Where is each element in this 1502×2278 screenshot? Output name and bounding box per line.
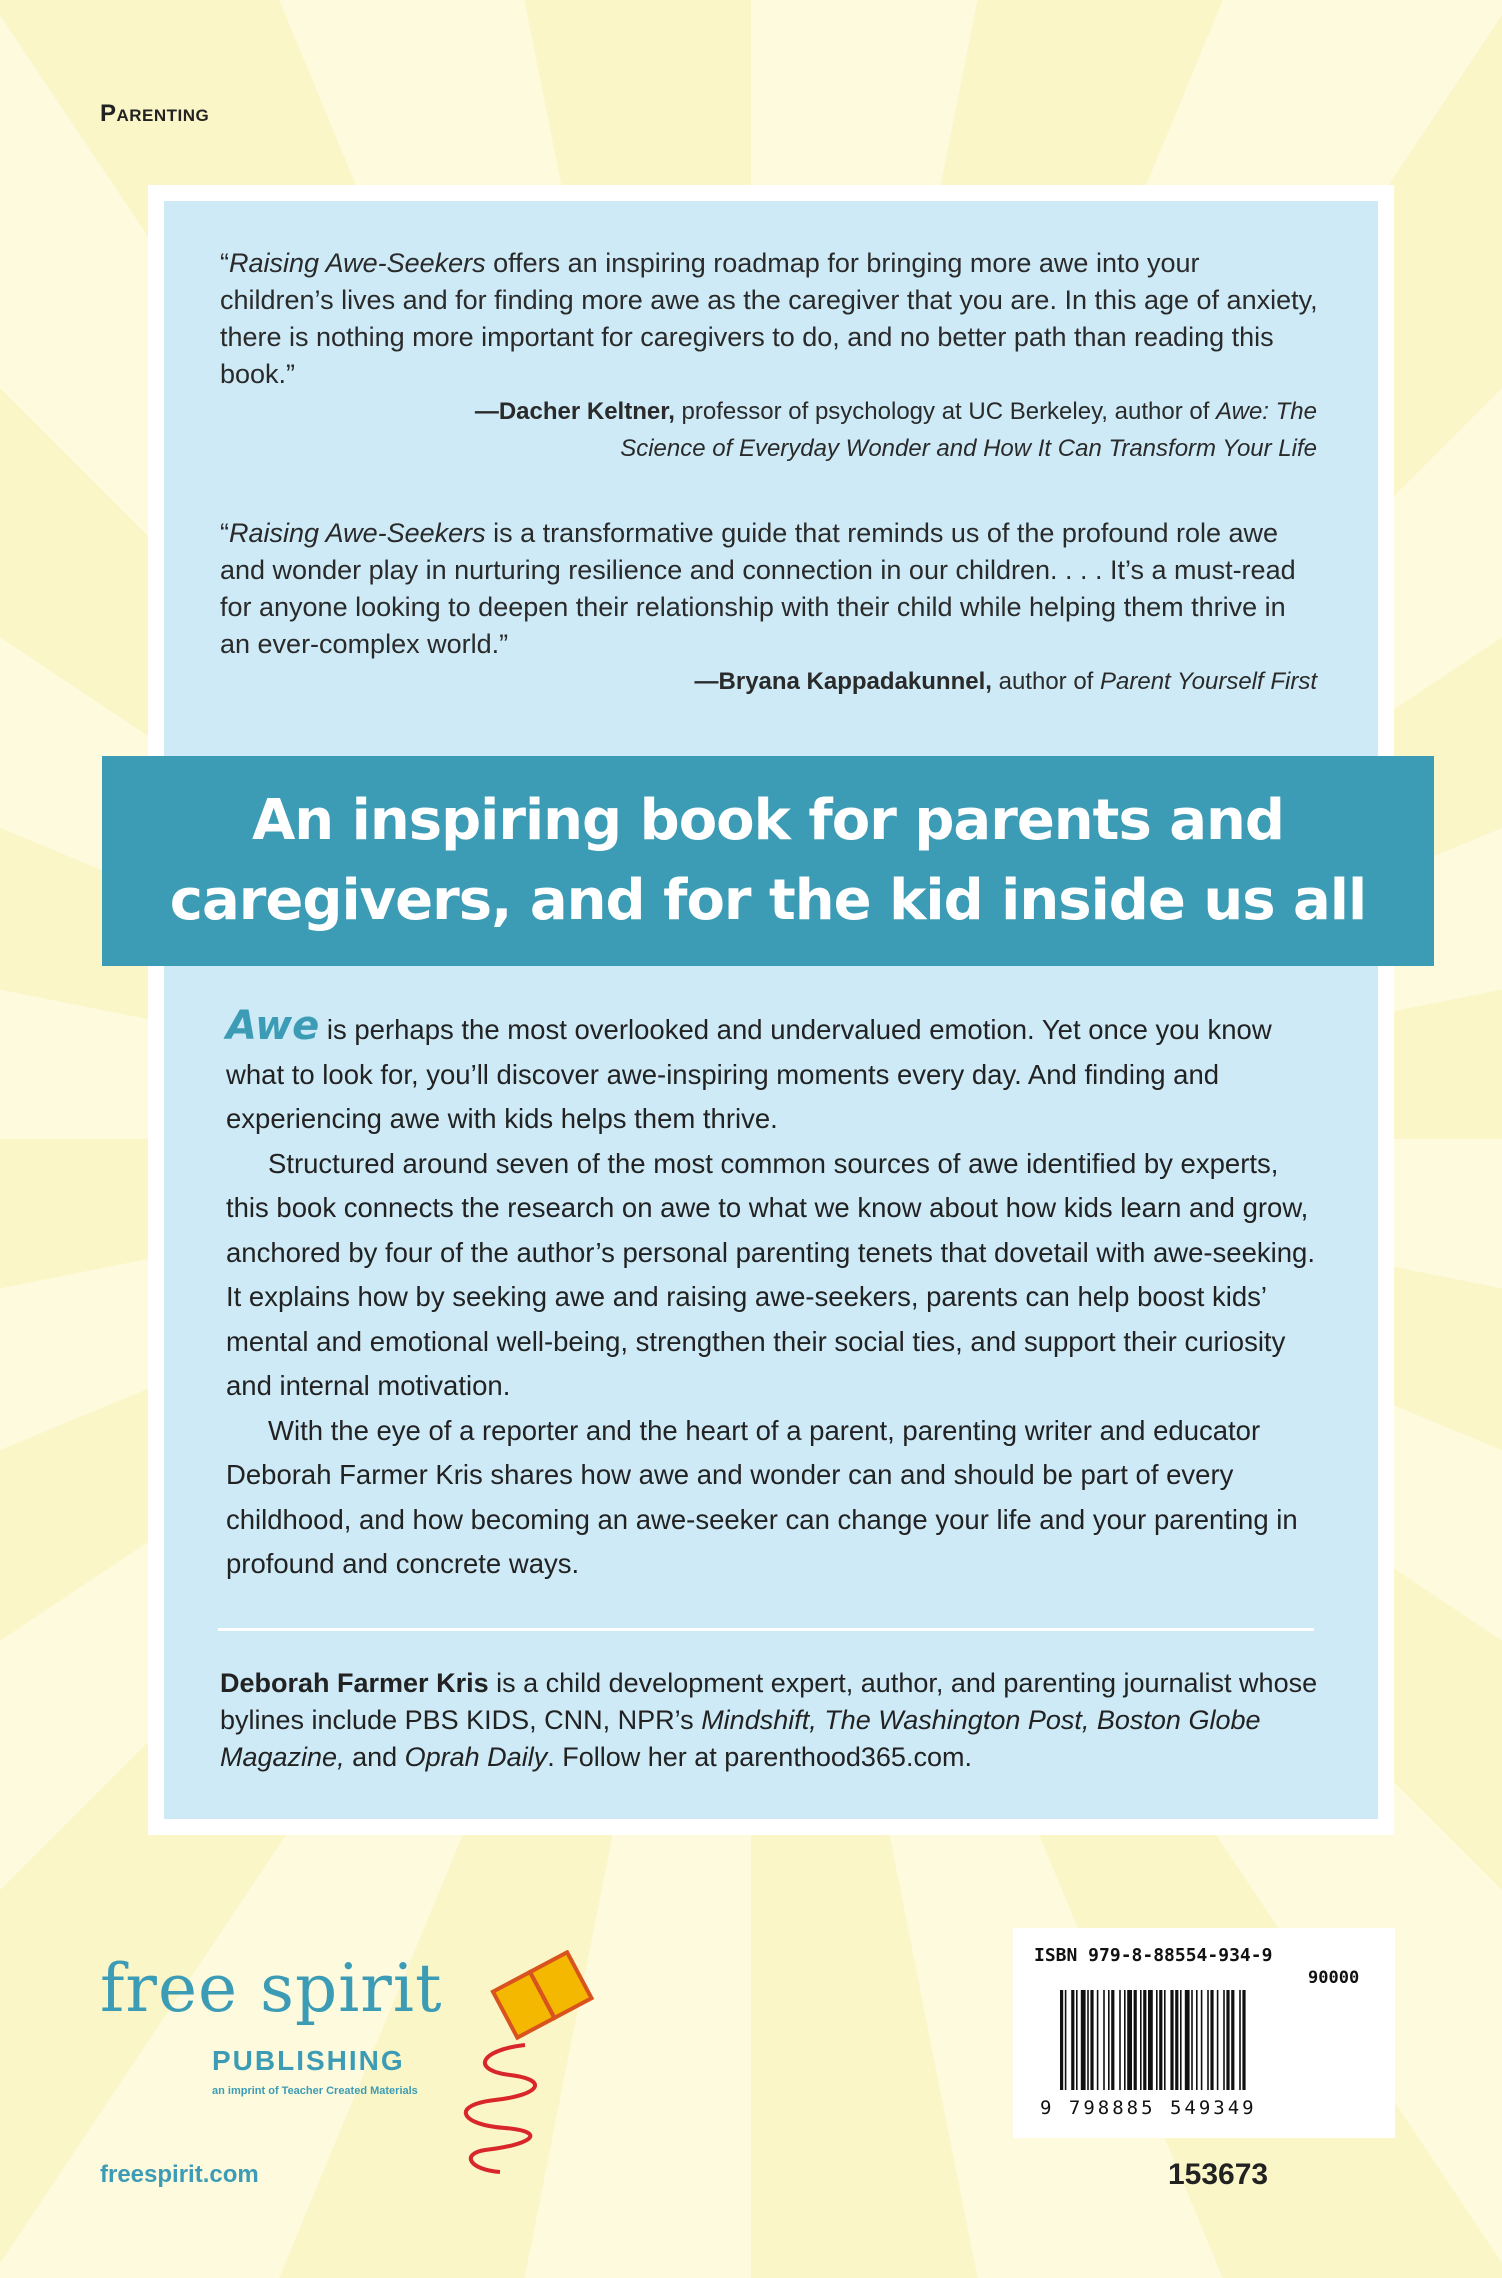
author-bio: Deborah Farmer Kris is a child development expert, author, and parenting journalist whose bylines include PBS KIDS, CNN, NPR’s Mindshift, The Washington Post, Boston Globe Magazine, and Oprah Daily. Follow her at parenthood365.com. (220, 1668, 1318, 1772)
divider (218, 1628, 1314, 1631)
barcode-bar (1159, 1990, 1162, 2090)
barcode-bar (1140, 1990, 1142, 2090)
barcode-bar (1148, 1990, 1153, 2090)
product-code: 153673 (1168, 2158, 1269, 2191)
barcode-bar (1226, 1990, 1229, 2090)
barcode-bar (1196, 1990, 1198, 2090)
barcode-bar (1239, 1990, 1241, 2090)
website-link[interactable]: freespirit.com (100, 2161, 259, 2188)
barcode-bar (1127, 1990, 1132, 2090)
barcode-icon (1060, 1990, 1386, 2090)
book-spring-icon (440, 1950, 610, 2180)
publisher-logo-sub: PUBLISHING (212, 2045, 405, 2076)
lead-word: Awe (226, 1003, 320, 1049)
barcode-bar (1060, 1990, 1063, 2090)
description-paragraph-1: Awe is perhaps the most overlooked and undervalued emotion. Yet once you know what to look for, you’ll discover awe-inspiring moments every day. And finding and experiencing awe with kids helps them thrive. (226, 1003, 1272, 1134)
isbn-text: ISBN 979-8-88554-934-9 (1034, 1945, 1273, 1966)
barcode-bar (1242, 1990, 1245, 2090)
barcode-bar (1108, 1990, 1110, 2090)
barcode-number: 9 798885 549349 (1040, 2097, 1257, 2119)
barcode-bar (1185, 1990, 1190, 2090)
description-paragraph-3: With the eye of a reporter and the heart of a parent, parenting writer and educator Deborah Farmer Kris shares how awe and wonder can and should be part of every childhood, and how becoming an awe-seeker can change your life and your parenting in profound and concrete ways. (226, 1414, 1298, 1579)
category-label: Parenting (100, 100, 210, 127)
barcode-bar (1207, 1990, 1209, 2090)
barcode-bar (1143, 1990, 1146, 2090)
barcode-bar (1223, 1990, 1225, 2090)
barcode-bar (1156, 1990, 1158, 2090)
review-1 (220, 245, 1320, 467)
barcode-bar (1191, 1990, 1193, 2090)
barcode-bar (1087, 1990, 1089, 2090)
barcode-bar (1201, 1990, 1203, 2090)
barcode-bar (1111, 1990, 1114, 2090)
publisher-imprint: an imprint of Teacher Created Materials (212, 2085, 418, 2097)
book-description (226, 1004, 1316, 1587)
banner-line-2: caregivers, and for the kid inside us all (169, 868, 1367, 933)
barcode-bar (1090, 1990, 1093, 2090)
barcode-bar (1065, 1990, 1067, 2090)
barcode-bar (1134, 1990, 1137, 2090)
review-2-quote: “Raising Awe-Seekers is a transformative guide that reminds us of the profound role awe and wonder play in nurturing resilience and connection in our children. . . . It’s a must-read for anyone looking to deepen their relationship with their child while helping them thrive in an ever-complex world.” (220, 518, 1296, 659)
review-1-attribution: —Dacher Keltner, professor of psychology at UC Berkeley, author of Awe: The Science of Everyday Wonder and How It Can Transform Your Life (474, 398, 1317, 462)
barcode-bar (1097, 1990, 1099, 2090)
barcode-bar (1164, 1990, 1166, 2090)
barcode-bar (1071, 1990, 1074, 2090)
barcode-bar (1231, 1990, 1234, 2090)
review-2-attribution: —Bryana Kappadakunnel, author of Parent Yourself First (694, 668, 1317, 695)
barcode-bar (1210, 1990, 1213, 2090)
price-code: 90000 (1308, 1968, 1360, 1988)
author-name: Deborah Farmer Kris (220, 1668, 489, 1698)
review-2 (220, 515, 1320, 700)
barcode-bar (1081, 1990, 1086, 2090)
barcode-bar (1076, 1990, 1078, 2090)
barcode-bar (1175, 1990, 1178, 2090)
barcode-bar (1170, 1990, 1173, 2090)
barcode-bar (1119, 1990, 1121, 2090)
banner-line-1: An inspiring book for parents and (251, 788, 1285, 853)
barcode-bar (1217, 1990, 1219, 2090)
description-paragraph-2: Structured around seven of the most common sources of awe identified by experts, this book connects the research on awe to what we know about how kids learn and grow, anchored by four of the author’s personal parenting tenets that dovetail with awe-seeking. It explains how by seeking awe and raising awe-seekers, parents can help boost kids’ mental and emotional well-being, strengthen their social ties, and support their curiosity and internal motivation. (226, 1147, 1315, 1401)
publisher-logo-text: free spirit (100, 1950, 443, 2027)
barcode-bar (1180, 1990, 1182, 2090)
tagline-banner (102, 756, 1434, 966)
barcode-bar (1103, 1990, 1105, 2090)
review-1-quote: “Raising Awe-Seekers offers an inspiring roadmap for bringing more awe into your children’s lives and for finding more awe as the caregiver that you are. In this age of anxiety, there is nothing more important for caregivers to do, and no better path than reading this book.” (220, 248, 1318, 389)
barcode-bar (1124, 1990, 1126, 2090)
